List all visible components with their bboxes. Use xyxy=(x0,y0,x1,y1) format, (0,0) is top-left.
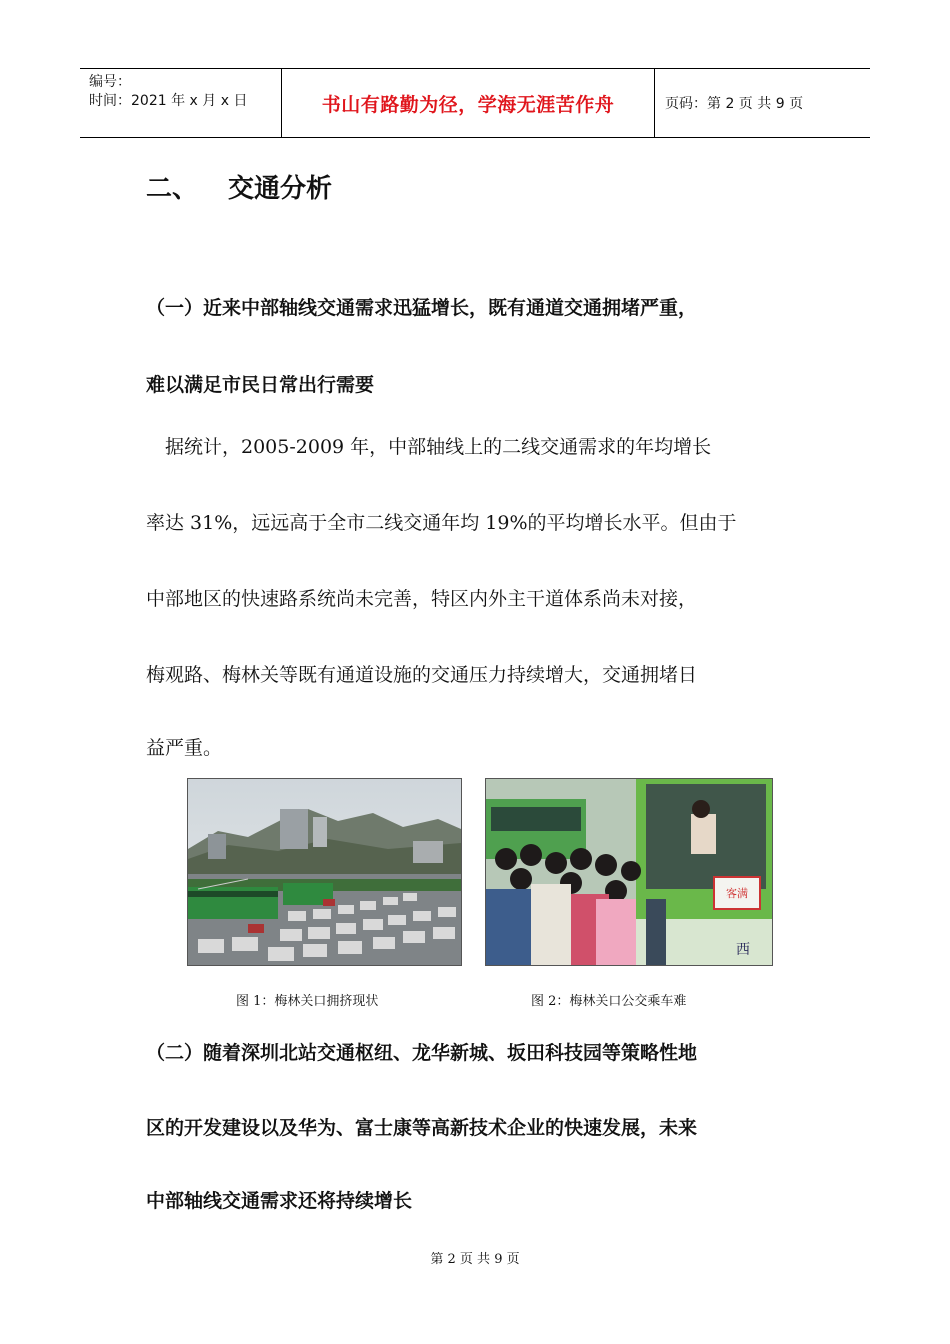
traffic-jam-image xyxy=(188,779,461,965)
subsection1-line1: （一）近来中部轴线交通需求迅猛增长，既有通道交通拥堵严重， xyxy=(146,297,698,319)
bus-crowd-image xyxy=(486,779,772,965)
paragraph1-line1: 据统计，2005-2009 年，中部轴线上的二线交通需求的年均增长 xyxy=(146,436,712,458)
subsection2-line1: （二）随着深圳北站交通枢纽、龙华新城、坂田科技园等策略性地 xyxy=(146,1042,698,1064)
paragraph1-line5: 益严重。 xyxy=(146,737,223,759)
header-page-cell xyxy=(655,69,870,137)
motto-text: 书山有路勤为径，学海无涯苦作舟 xyxy=(321,93,615,116)
paragraph1-line3: 中部地区的快速路系统尚未完善，特区内外主干道体系尚未对接， xyxy=(146,588,698,610)
subsection1-line2: 难以满足市民日常出行需要 xyxy=(146,374,375,396)
bus-route-text: 西 xyxy=(736,942,750,958)
figure1-caption: 图 1：梅林关口拥挤现状 xyxy=(236,994,379,1009)
header-motto-cell xyxy=(281,69,655,137)
subsection2-line2: 区的开发建设以及华为、富士康等高新技术企业的快速发展，未来 xyxy=(146,1117,698,1139)
section-number: 二、 xyxy=(146,174,199,204)
photo-bus-crowd xyxy=(485,778,773,966)
paragraph1-line2: 率达 31%，远远高于全市二线交通年均 19%的平均增长水平。但由于 xyxy=(146,512,737,534)
number-label: 编号： xyxy=(89,74,131,90)
photo-traffic-jam xyxy=(187,778,462,966)
date-label: 时间：2021 年 x 月 x 日 xyxy=(89,93,248,109)
page-footer: 第 2 页 共 9 页 xyxy=(430,1252,520,1267)
figure2-caption: 图 2：梅林关口公交乘车难 xyxy=(531,994,687,1009)
section-heading xyxy=(146,168,332,205)
header-left-cell xyxy=(80,69,281,137)
bus-sign-text: 客满 xyxy=(726,887,748,900)
section-title: 交通分析 xyxy=(228,174,333,204)
page-info: 页码：第 2 页 共 9 页 xyxy=(665,96,804,112)
subsection2-line3: 中部轴线交通需求还将持续增长 xyxy=(146,1190,413,1212)
header-table xyxy=(80,68,870,138)
paragraph1-line4: 梅观路、梅林关等既有通道设施的交通压力持续增大，交通拥堵日 xyxy=(146,664,698,686)
